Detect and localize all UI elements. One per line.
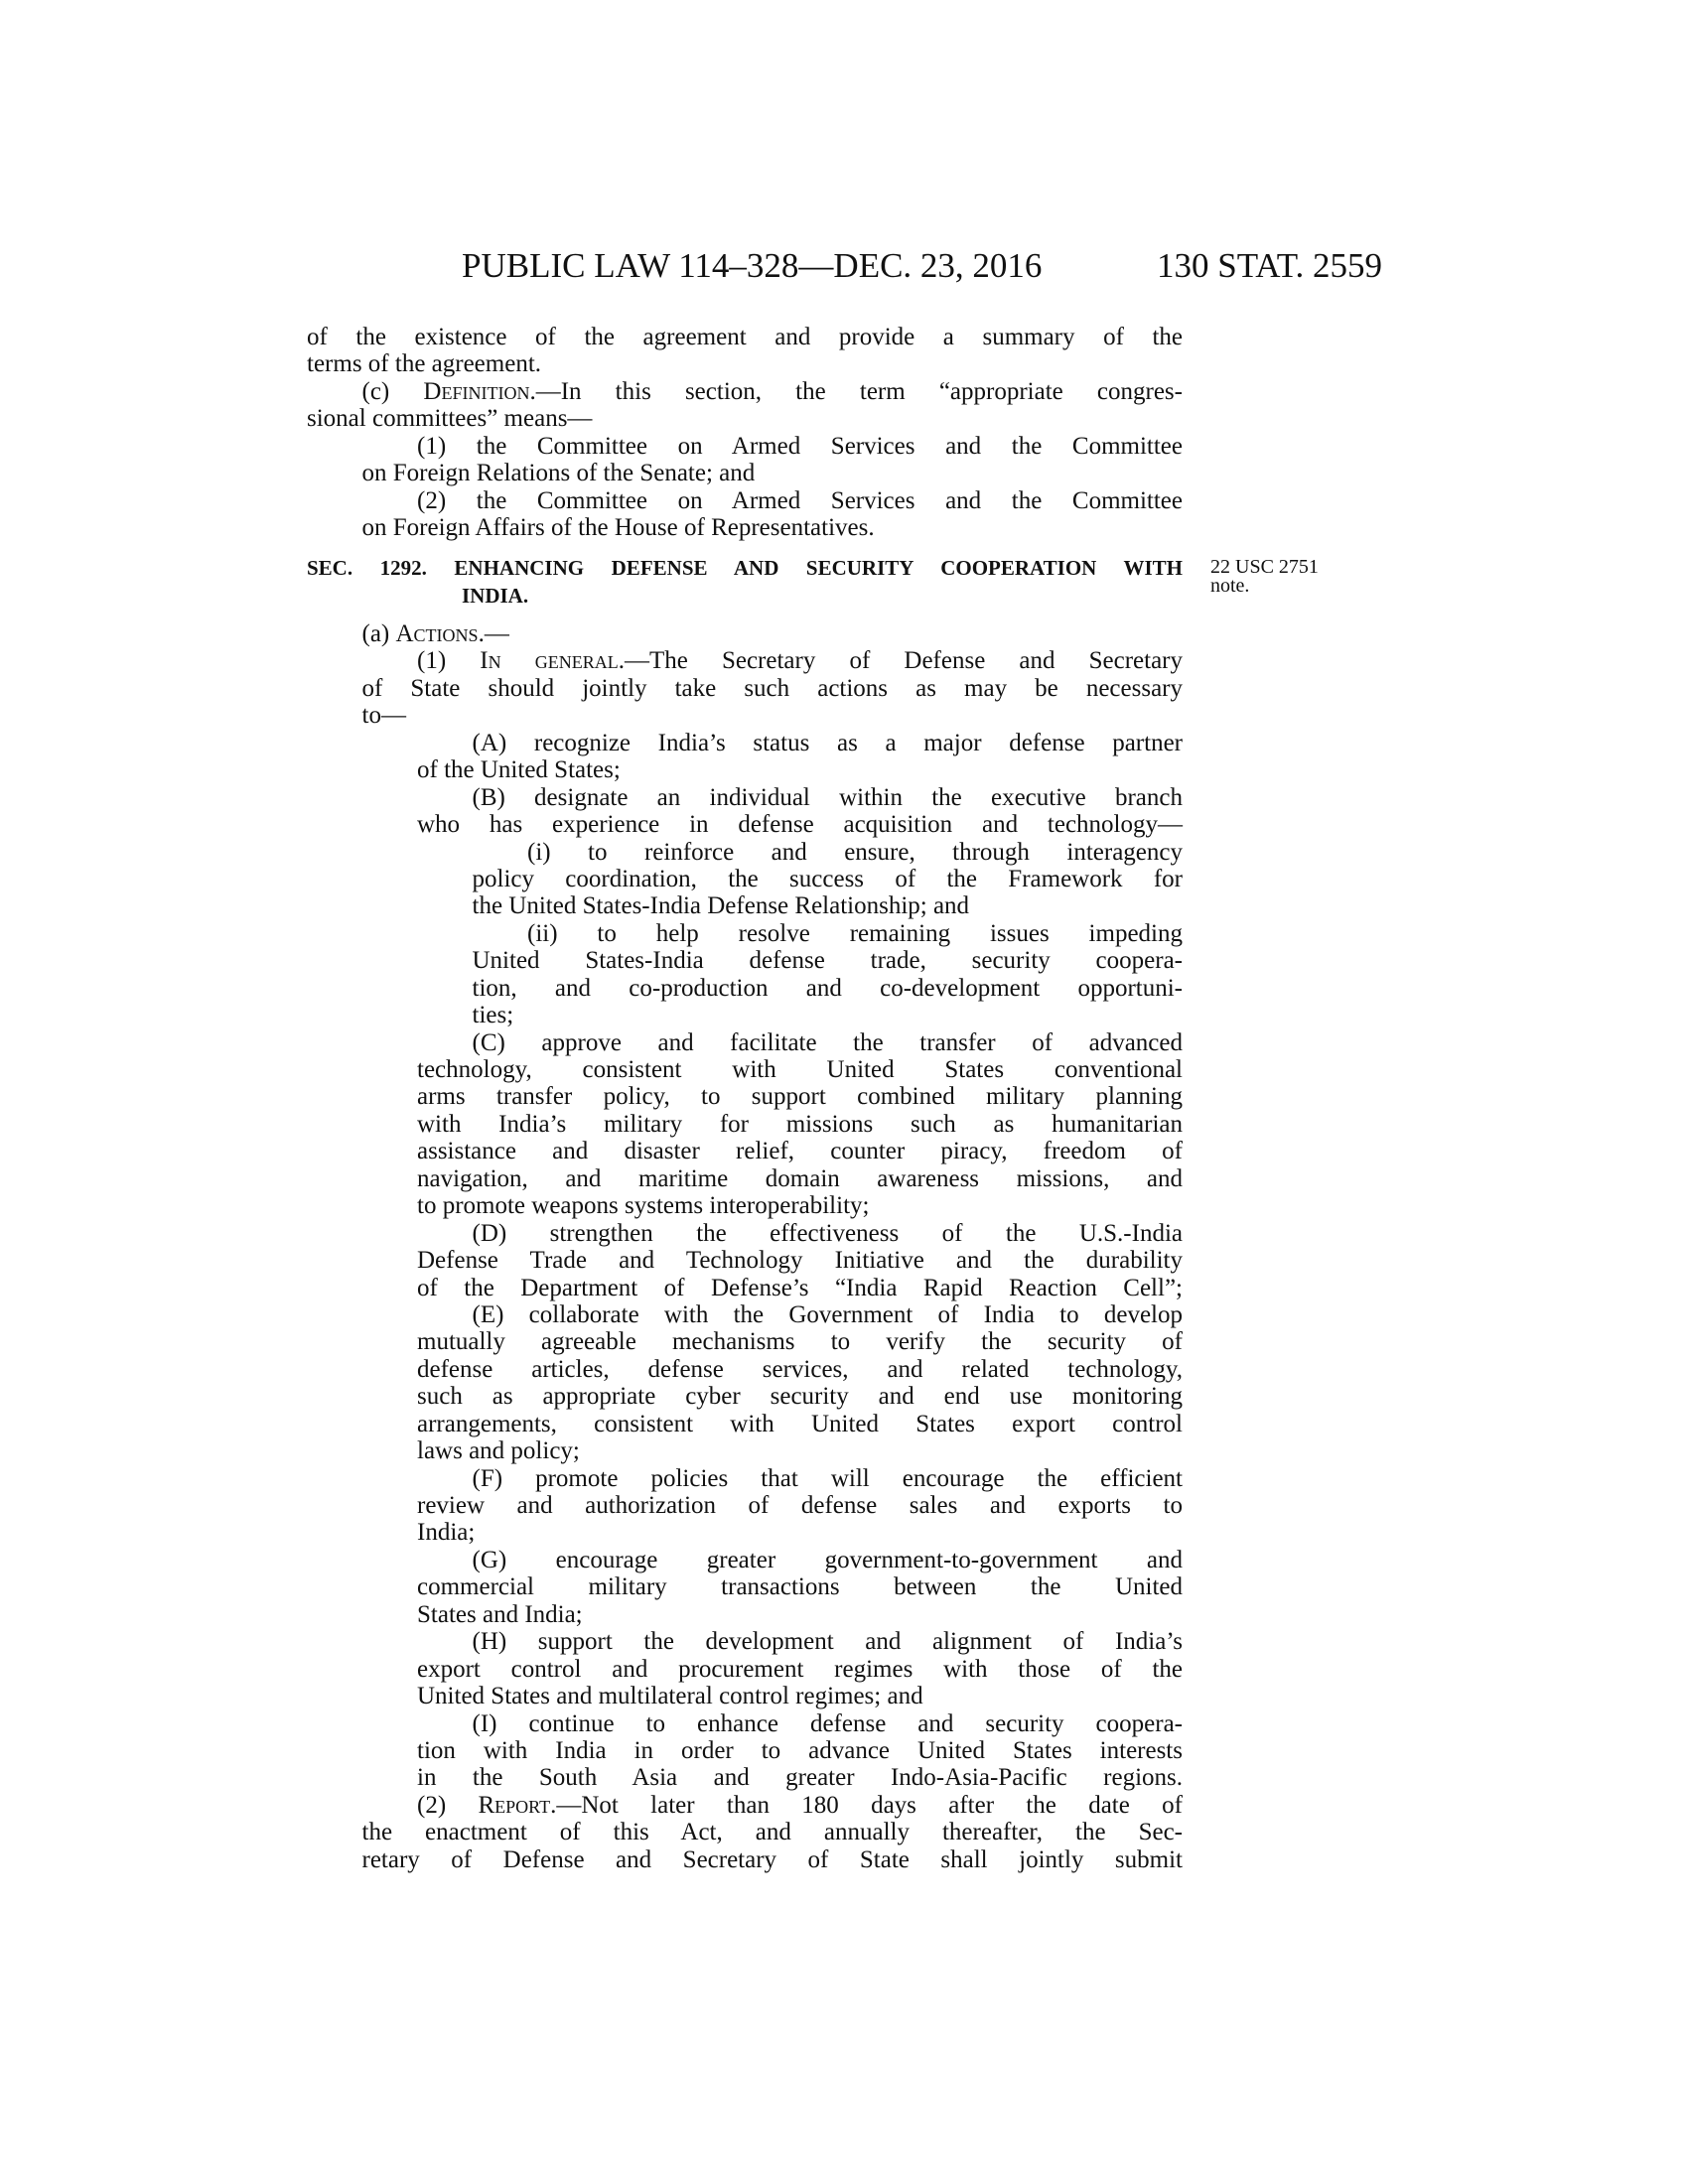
text-line: [307, 920, 1183, 947]
paragraph-designator: (a): [361, 620, 396, 647]
text-line: [307, 1573, 1183, 1600]
line-text: (2) the Committee on Armed Services and the Committee: [417, 486, 1183, 514]
line-text: technology, consistent with United States conventional: [417, 1056, 1183, 1083]
text-line: [307, 1192, 1183, 1219]
line-text: of the existence of the agreement and provide a summary of the: [307, 324, 1183, 350]
text-line: [307, 1356, 1183, 1383]
text-line: [307, 1683, 1183, 1709]
text-line: [307, 1656, 1183, 1683]
text-line: [307, 1465, 1183, 1492]
line-text: who has experience in defense acquisition and technology—: [417, 811, 1183, 839]
text-line: [307, 975, 1183, 1002]
text-line: [307, 433, 1183, 460]
paragraph-caption: Report: [478, 1791, 551, 1819]
line-text: tion, and co-production and co-development opportuni-: [472, 974, 1183, 1002]
line-text: on Foreign Affairs of the House of Representatives.: [361, 514, 875, 542]
text-line: [307, 324, 1183, 350]
line-text: (I) continue to enhance defense and security coopera-: [472, 1709, 1183, 1737]
text-line: [307, 1111, 1183, 1138]
text-line: [307, 1383, 1183, 1410]
line-text: .—: [478, 620, 509, 647]
line-text: assistance and disaster relief, counter piracy, freedom of: [417, 1138, 1183, 1165]
text-line: [307, 784, 1183, 811]
line-text: to—: [361, 702, 406, 730]
line-text: sional committees” means—: [307, 405, 593, 433]
line-text: .—The Secretary of Defense and Secretary: [618, 647, 1184, 675]
line-text: defense articles, defense services, and related technology,: [417, 1355, 1183, 1383]
line-text: the United States-India Defense Relationship; and: [472, 892, 970, 920]
text-line: [307, 1628, 1183, 1655]
text-line: [307, 947, 1183, 974]
paragraph-designator: (1): [417, 647, 481, 675]
line-text: (1) the Committee on Armed Services and the Committee: [417, 432, 1183, 460]
paragraph-caption: Actions: [395, 620, 479, 647]
text-line: [307, 1275, 1183, 1301]
text-line: [307, 1547, 1183, 1573]
text-line: [307, 1002, 1183, 1028]
line-text: (H) support the development and alignment of India’s: [472, 1628, 1183, 1656]
paragraph-designator: (2): [417, 1791, 479, 1819]
text-line: [307, 487, 1183, 514]
line-text: Defense Trade and Technology Initiative and the durability: [417, 1247, 1183, 1275]
text-line: [307, 378, 1183, 405]
line-text: commercial military transactions between the United: [417, 1573, 1183, 1601]
line-text: the enactment of this Act, and annually thereafter, the Sec-: [361, 1819, 1183, 1846]
line-text: on Foreign Relations of the Senate; and: [361, 460, 756, 487]
text-line: [307, 730, 1183, 756]
line-text: States and India;: [417, 1600, 583, 1628]
line-text: (G) encourage greater government-to-government and: [472, 1546, 1183, 1573]
running-header-title: PUBLIC LAW 114–328—DEC. 23, 2016: [462, 246, 1043, 285]
margin-note-suffix: note.: [1210, 575, 1250, 597]
text-line: [307, 1138, 1183, 1164]
line-text: of the United States;: [417, 756, 621, 784]
continued-text-block: [307, 324, 1183, 542]
paragraph-designator: (c): [361, 377, 424, 405]
line-text: arrangements, consistent with United States export control: [417, 1410, 1183, 1437]
line-text: of State should jointly take such actions as may be necessary: [361, 674, 1183, 702]
line-text: (E) collaborate with the Government of India to develop: [472, 1300, 1183, 1328]
line-text: navigation, and maritime domain awareness missions, and: [417, 1164, 1183, 1192]
text-line: [307, 647, 1183, 674]
text-line: [307, 811, 1183, 838]
section-text-block: [307, 620, 1183, 1873]
text-line: [307, 1710, 1183, 1737]
line-text: in the South Asia and greater Indo-Asia-Pacific regions.: [417, 1764, 1183, 1792]
line-text: retary of Defense and Secretary of State shall jointly submit: [361, 1845, 1183, 1873]
line-text: arms transfer policy, to support combined military planning: [417, 1083, 1183, 1111]
text-line: [307, 350, 1183, 377]
text-line: [307, 892, 1183, 919]
text-line: [307, 620, 1183, 647]
text-line: [307, 1519, 1183, 1546]
margin-note-citation: 22 USC 2751: [1210, 556, 1319, 578]
text-line: [307, 514, 1183, 541]
line-text: (F) promote policies that will encourage the efficient: [472, 1464, 1183, 1492]
line-text: (D) strengthen the effectiveness of the U.S.-India: [472, 1219, 1183, 1247]
text-line: [307, 1301, 1183, 1328]
line-text: (ii) to help resolve remaining issues impeding: [527, 919, 1183, 947]
text-line: [307, 1764, 1183, 1791]
line-text: ties;: [472, 1002, 514, 1029]
line-text: (B) designate an individual within the executive branch: [472, 783, 1183, 811]
text-line: [307, 1737, 1183, 1764]
line-text: United States-India defense trade, security coopera-: [472, 947, 1183, 975]
section-heading-continued: INDIA.: [462, 584, 529, 608]
text-line: [307, 1492, 1183, 1519]
text-line: [307, 1165, 1183, 1192]
text-line: [307, 405, 1183, 432]
paragraph-caption: Definition: [423, 377, 530, 405]
text-line: [307, 675, 1183, 702]
text-line: [307, 839, 1183, 866]
line-text: .—Not later than 180 days after the date of: [550, 1791, 1183, 1819]
line-text: laws and policy;: [417, 1437, 580, 1465]
text-line: [307, 1437, 1183, 1464]
line-text: to promote weapons systems interoperability;: [417, 1192, 870, 1220]
line-text: mutually agreeable mechanisms to verify the security of: [417, 1328, 1183, 1356]
line-text: (i) to reinforce and ensure, through interagency: [527, 838, 1183, 866]
text-line: [307, 866, 1183, 892]
text-line: [307, 460, 1183, 486]
text-line: [307, 1846, 1183, 1873]
paragraph-caption: In general: [480, 647, 619, 675]
text-line: [307, 756, 1183, 783]
text-line: [307, 1247, 1183, 1274]
line-text: policy coordination, the success of the Framework for: [472, 865, 1183, 892]
text-line: [307, 1328, 1183, 1355]
line-text: with India’s military for missions such as humanitarian: [417, 1110, 1183, 1138]
text-line: [307, 702, 1183, 729]
line-text: such as appropriate cyber security and end use monitoring: [417, 1383, 1183, 1411]
line-text: India;: [417, 1519, 476, 1547]
text-line: [307, 1601, 1183, 1628]
section-heading: SEC. 1292. ENHANCING DEFENSE AND SECURITY COOPERATION WITH: [307, 556, 1183, 580]
line-text: .—In this section, the term “appropriate congres-: [529, 377, 1183, 405]
line-text: review and authorization of defense sales and exports to: [417, 1492, 1183, 1519]
text-line: [307, 1056, 1183, 1083]
line-text: (A) recognize India’s status as a major defense partner: [472, 729, 1183, 756]
line-text: United States and multilateral control regimes; and: [417, 1683, 923, 1710]
text-line: [307, 1083, 1183, 1110]
line-text: terms of the agreement.: [307, 350, 542, 378]
text-line: [307, 1819, 1183, 1845]
line-text: export control and procurement regimes with those of the: [417, 1655, 1183, 1683]
text-line: [307, 1029, 1183, 1056]
text-line: [307, 1411, 1183, 1437]
line-text: (C) approve and facilitate the transfer of advanced: [472, 1028, 1183, 1056]
line-text: of the Department of Defense’s “India Rapid Reaction Cell”;: [417, 1274, 1183, 1301]
page-number: 130 STAT. 2559: [1157, 246, 1382, 285]
text-line: [307, 1220, 1183, 1247]
text-line: [307, 1792, 1183, 1819]
line-text: tion with India in order to advance United States interests: [417, 1736, 1183, 1764]
